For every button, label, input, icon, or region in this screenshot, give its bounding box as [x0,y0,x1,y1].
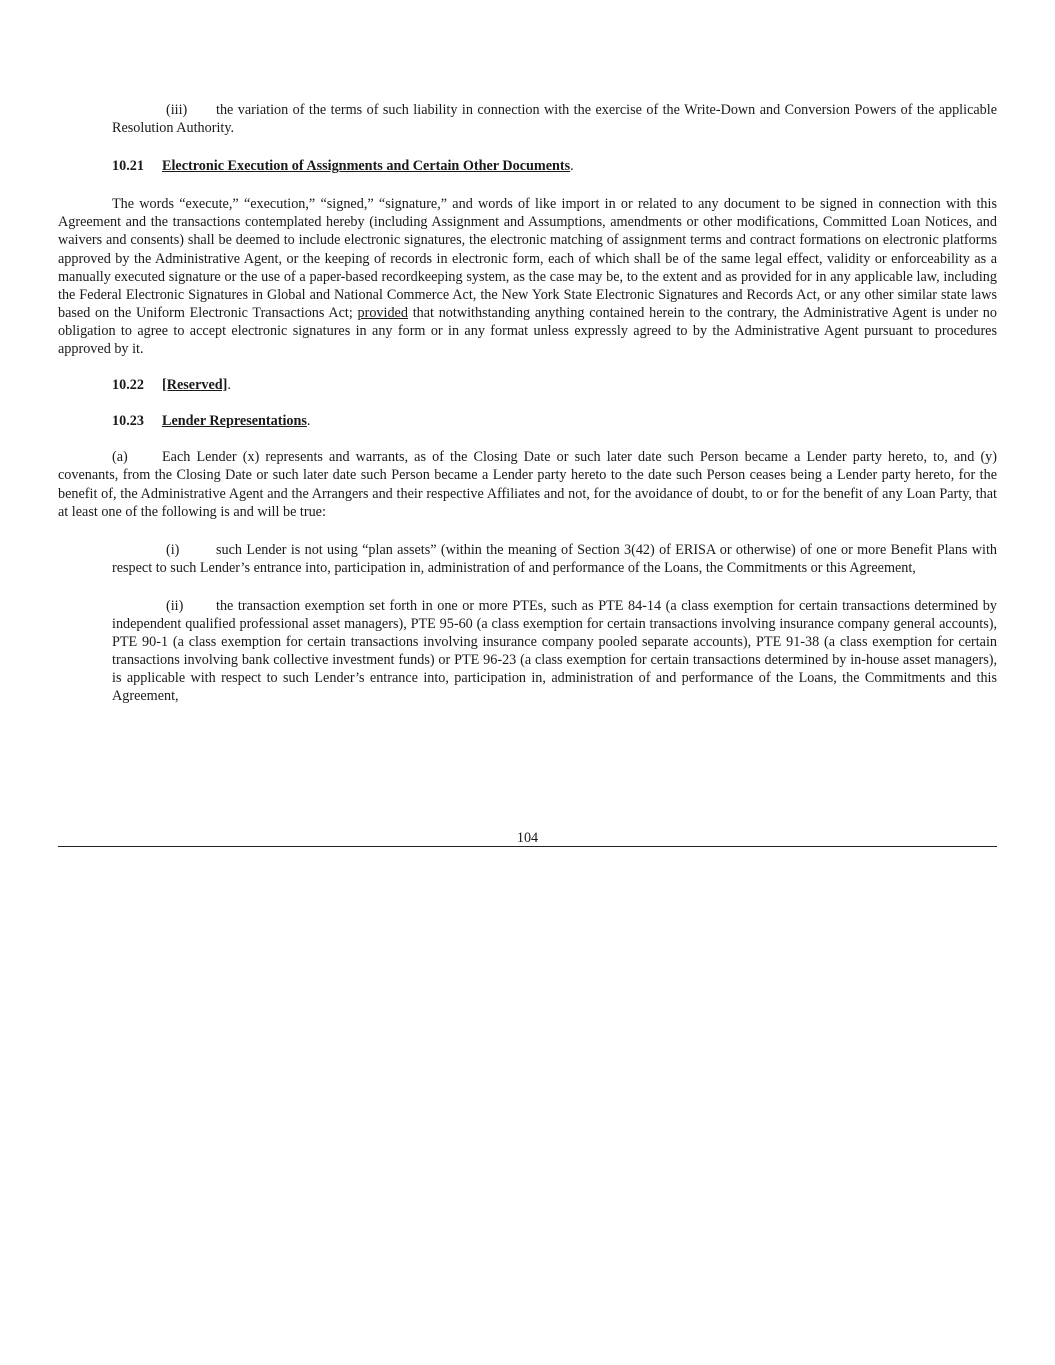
provided-term: provided [357,304,408,321]
document-page [58,101,997,846]
clause-i-label: (i) [166,541,180,558]
section-10-22-heading [112,376,997,394]
section-10-22-tail: . [227,377,231,394]
page-number: 104 [516,830,539,846]
section-10-21-heading [112,157,997,175]
clause-ii-text: the transaction exemption set forth in one or more PTEs, such as PTE 84-14 (a class exemption for certain transactions determined by independent qualified professional asset managers), PTE 95-60 (a class exemption for certain transactions involving insurance company general accounts), PTE 90-1 (a class exemption for certain transactions involving insurance company pooled separate accounts), PTE 91-38 (a class exemption for certain transactions involving bank collective investment funds) or PTE 96-23 (a class exemption for certain transactions determined by in-house asset managers), is applicable with respect to such Lender’s entrance into, participation in, administration of and performance of the Loans, the Commitments and this Agreement, [112,597,997,705]
clause-ii-label: (ii) [166,597,184,614]
clause-iii [112,101,997,137]
clause-i-text: such Lender is not using “plan assets” (within the meaning of Section 3(42) of ERISA or otherwise) of one or more Benefit Plans with respect to such Lender’s entrance into, participation in, administration of and performance of the Loans, the Commitments or this Agreement, [112,541,997,576]
section-10-21-number: 10.21 [112,158,144,175]
footer-divider [58,846,997,847]
section-10-22-title: [Reserved] [162,377,228,394]
clause-i [112,541,997,577]
clause-a-label: (a) [112,449,128,466]
section-10-21-body [58,195,997,358]
section-10-21-body-before: The words “execute,” “execution,” “signed,” “signature,” and words of like import in or related to any document to be signed in connection with this Agreement and the transactions contemplated hereby (including Assignment and Assumptions, amendments or other modifications, Committed Loan Notices, and waivers and consents) shall be deemed to include electronic signatures, the electronic matching of assignment terms and contract formations on electronic platforms approved by the Administrative Agent, or the keeping of records in electronic form, each of which shall be of the same legal effect, validity or enforceability as a manually executed signature or the use of a paper-based recordkeeping system, as the case may be, to the extent and as provided for in any applicable law, including the Federal Electronic Signatures in Global and National Commerce Act, the New York State Electronic Signatures and Records Act, or any other similar state laws based on the Uniform Electronic Transactions Act; [58,196,997,321]
clause-iii-text: the variation of the terms of such liability in connection with the exercise of the Write-Down and Conversion Powers of the applicable Resolution Authority. [112,102,997,137]
clause-a [58,448,997,520]
section-10-23-heading [112,412,997,430]
section-10-23-tail: . [306,413,311,430]
clause-iii-label: (iii) [166,102,188,118]
section-10-23-title: Lender Representations [162,413,307,430]
section-10-21-tail: . [570,158,574,175]
section-10-21-body-after: that notwithstanding anything contained herein to the contrary, the Administrative Agent is under no obligation to agree to accept electronic signatures in any form or in any format unless expressly agreed to by the Administrative Agent pursuant to procedures approved by it. [58,304,997,358]
section-10-22-number: 10.22 [112,377,144,394]
section-10-21-title: Electronic Execution of Assignments and Certain Other Documents [162,158,571,175]
clause-ii [112,597,997,706]
section-10-23-number: 10.23 [112,413,144,430]
clause-a-text: Each Lender (x) represents and warrants, as of the Closing Date or such later date such Person became a Lender party hereto, to, and (y) covenants, from the Closing Date or such later date such Person became a Lender party hereto to the date such Person ceases being a Lender party hereto, for the benefit of, the Administrative Agent and the Arrangers and their respective Affiliates and not, for the avoidance of doubt, to or for the benefit of any Loan Party, that at least one of the following is and will be true: [58,449,997,520]
